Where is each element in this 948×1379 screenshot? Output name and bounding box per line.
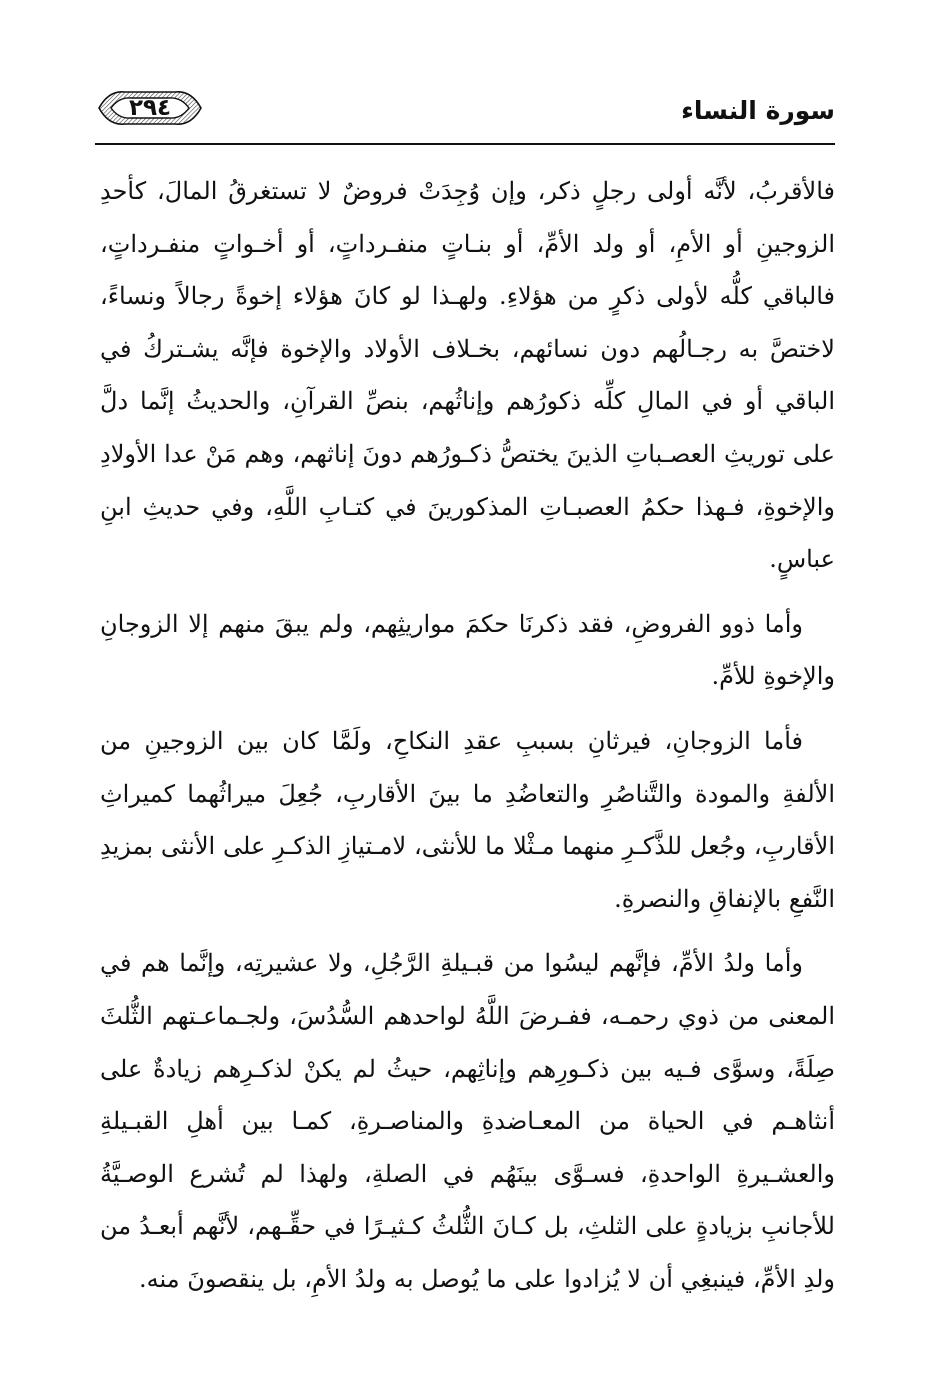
page-number: ٢٩٤	[128, 95, 172, 121]
page-header	[95, 88, 835, 140]
paragraph: فأما الزوجانِ، فيرثانِ بسببِ عقدِ النكاحِ، ولَمَّا كان بين الزوجينِ من الألفةِ والمودة والتَّناصُرِ والتعاضُدِ ما بينَ الأقاربِ، جُعِلَ ميراثُهما كميراثِ الأقاربِ، وجُعل للذَّكـرِ منهما مـثْلا ما للأنثى، لامـتيازِ الذكـرِ على الأنثى بمزيدِ النَّفعِ بالإنفاقِ والنصرةِ.	[100, 726, 835, 913]
header-divider	[95, 143, 835, 145]
page-body	[100, 165, 835, 1317]
paragraph: وأما ذوو الفروضِ، فقد ذكرنَا حكمَ مواريثِهم، ولم يبقَ منهم إلا الزوجانِ والإخوةِ للأمِّ.	[100, 609, 835, 691]
paragraph: فالأقربُ، لأنَّه أولى رجلٍ ذكر، وإن وُجِدَتْ فروضٌ لا تستغرقُ المالَ، كأحدِ الزوجينِ أو الأمِ، أو ولد الأمِّ، أو بنـاتٍ منفـرداتٍ، أو أخـواتٍ منفـرداتٍ، فالباقي كلُّه لأولى ذكرٍ من هؤلاءِ. ولهـذا لو كانَ هؤلاء إخوةً رجالاً ونساءً، لاختصَّ به رجـالُهم دون نسائهم، بخـلاف الأولاد والإخوة فإنَّه يشـتركُ في الباقي أو في المالِ كلِّه ذكورُهم وإناثُهم، بنصِّ القرآنِ، والحديثُ إنَّما دلَّ على توريثِ العصـباتِ الذينَ يختصُّ ذكـورُهم دونَ إناثهم، وهم مَنْ عدا الأولادِ والإخوةِ، فـهذا حكمُ العصبـاتِ المذكورينَ في كتـابِ اللَّهِ، وفي حديثِ ابنِ عباسٍ.	[100, 177, 835, 574]
surah-title: سورة النساء	[681, 96, 835, 125]
page-number-badge	[95, 88, 205, 128]
paragraph: وأما ولدُ الأمِّ، فإنَّهم ليسُوا من قبـيلةِ الرَّجُلِ، ولا عشيرتِه، وإنَّما هم في المعنى من ذوي رحمـه، ففـرضَ اللَّهُ لواحدهم السُّدُسَ، ولجـماعـتهم الثُّلثَ صِلَةً، وسوَّى فـيه بين ذكـورِهم وإناثِهم، حيثُ لم يكنْ لذكـرِهم زيادةٌ على أنثاهـم في الحياة من المعـاضدةِ والمناصـرةِ، كمـا بين أهلِ القبـيلةِ والعشـيرةِ الواحدةِ، فسـوَّى بينَهُم في الصلةِ، ولهذا لم تُشرع الوصـيَّةُ للأجانبِ بزيادةٍ على الثلثِ، بل كـانَ الثُّلثُ كـثيـرًا في حقِّـهم، لأنَّهم أبعـدُ من ولدِ الأمِّ، فينبغِي أن لا يُزادوا على ما يُوصل به ولدُ الأمِ، بل ينقصونَ منه.	[100, 949, 835, 1293]
